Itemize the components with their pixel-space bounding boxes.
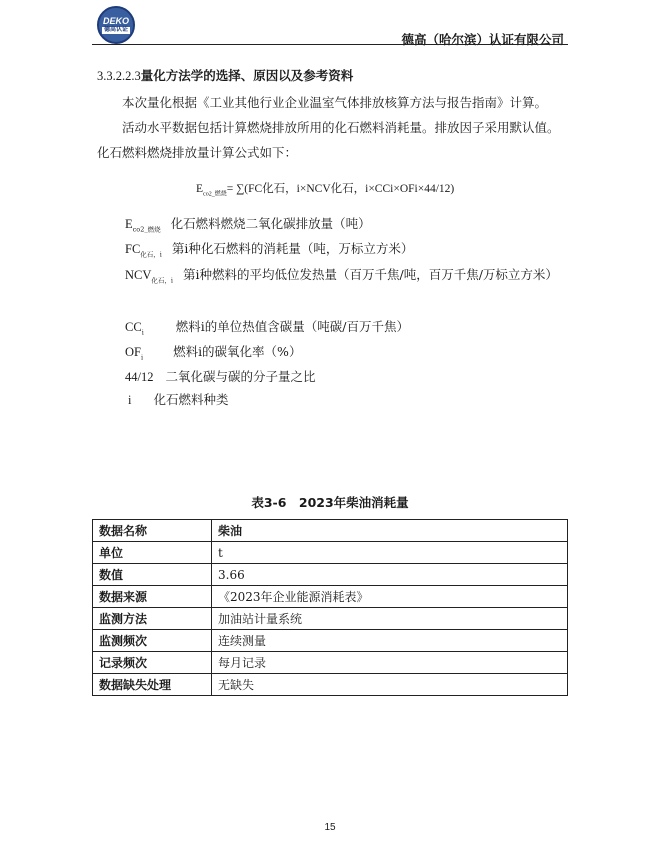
- table-row: [93, 542, 568, 564]
- table-value-cell: 加油站计量系统: [212, 608, 568, 630]
- data-table: [92, 519, 568, 696]
- definition-sub: 化石，i: [140, 250, 162, 259]
- definition-text: 化石燃料种类: [153, 392, 229, 407]
- table-row: [93, 520, 568, 542]
- table-row: [93, 630, 568, 652]
- definition-item: [125, 319, 409, 341]
- definition-item: [125, 216, 371, 238]
- section-heading: [97, 66, 353, 84]
- definition-sub: co2_燃烧: [132, 225, 161, 234]
- definition-text: 二氧化碳与碳的分子量之比: [165, 369, 316, 384]
- definition-item: [125, 369, 315, 385]
- formula-rhs: = ∑(FC化石，i×NCV化石，i×CCi×OFi×44/12): [226, 183, 455, 195]
- table-value-cell: 连续测量: [212, 630, 568, 652]
- definition-symbol: FC: [125, 242, 141, 256]
- company-logo: [97, 6, 135, 44]
- table-row: [93, 564, 568, 586]
- definition-item: [128, 392, 228, 408]
- definition-symbol: OF: [125, 345, 141, 359]
- definition-sub: 化石，i: [151, 276, 173, 285]
- table-value-cell: 3.66: [212, 564, 568, 586]
- formula-lhs-sub: co2_燃烧: [203, 191, 227, 198]
- company-name: 德高（哈尔滨）认证有限公司: [401, 32, 564, 47]
- definition-text: 第i种化石燃料的消耗量（吨，万标立方米）: [171, 241, 414, 256]
- paragraph-activity-data: 活动水平数据包括计算燃烧排放所用的化石燃料消耗量。排放因子采用默认值。化石燃料燃烧排放量计算公式如下：: [97, 120, 560, 160]
- table-row: [93, 674, 568, 696]
- formula-lhs: E: [196, 183, 204, 195]
- paragraph-method: 本次量化根据《工业其他行业企业温室气体排放核算方法与报告指南》计算。: [122, 95, 548, 110]
- table-value-cell: 无缺失: [212, 674, 568, 696]
- table-key-cell: 记录频次: [93, 652, 212, 674]
- definition-item: [125, 262, 565, 294]
- definition-sub: i: [141, 328, 144, 337]
- table-key-cell: 数值: [93, 564, 212, 586]
- definition-symbol: i: [128, 393, 132, 407]
- table-value-cell: 柴油: [212, 520, 568, 542]
- table-row: [93, 586, 568, 608]
- definition-text: 燃料i的单位热值含碳量（吨碳/百万千焦）: [175, 319, 409, 334]
- table-key-cell: 数据来源: [93, 586, 212, 608]
- table-key-cell: 数据名称: [93, 520, 212, 542]
- definition-text: 燃料i的碳氧化率（%）: [173, 344, 302, 359]
- emission-formula: [196, 180, 454, 197]
- table-key-cell: 单位: [93, 542, 212, 564]
- section-title-text: 量化方法学的选择、原因以及参考资料: [140, 68, 354, 83]
- definition-item: [125, 344, 301, 366]
- logo-subtext: 德高认证: [103, 27, 128, 33]
- section-number: 3.3.2.2.3: [97, 69, 141, 83]
- definition-sub: i: [140, 353, 144, 362]
- definition-text: 化石燃料燃烧二氧化碳排放量（吨）: [170, 216, 371, 231]
- table-value-cell: 每月记录: [212, 652, 568, 674]
- definition-item: [125, 241, 413, 263]
- definition-text: 第i种燃料的平均低位发热量（百万千焦/吨，百万千焦/万标立方米）: [182, 267, 558, 282]
- table-row: [93, 652, 568, 674]
- table-key-cell: 数据缺失处理: [93, 674, 212, 696]
- definition-symbol: 44/12: [125, 370, 154, 384]
- logo-text: DEKO: [102, 16, 129, 26]
- table-row: [93, 608, 568, 630]
- definition-symbol: NCV: [125, 268, 152, 282]
- page-number: 15: [324, 822, 336, 833]
- definition-symbol: CC: [125, 320, 142, 334]
- table-value-cell: t: [212, 542, 568, 564]
- table-value-cell: 《2023年企业能源消耗表》: [212, 586, 568, 608]
- table-key-cell: 监测频次: [93, 630, 212, 652]
- definition-symbol: E: [125, 217, 133, 231]
- header-divider: [92, 44, 568, 45]
- table-caption: 表3-6 2023年柴油消耗量: [251, 495, 409, 510]
- table-key-cell: 监测方法: [93, 608, 212, 630]
